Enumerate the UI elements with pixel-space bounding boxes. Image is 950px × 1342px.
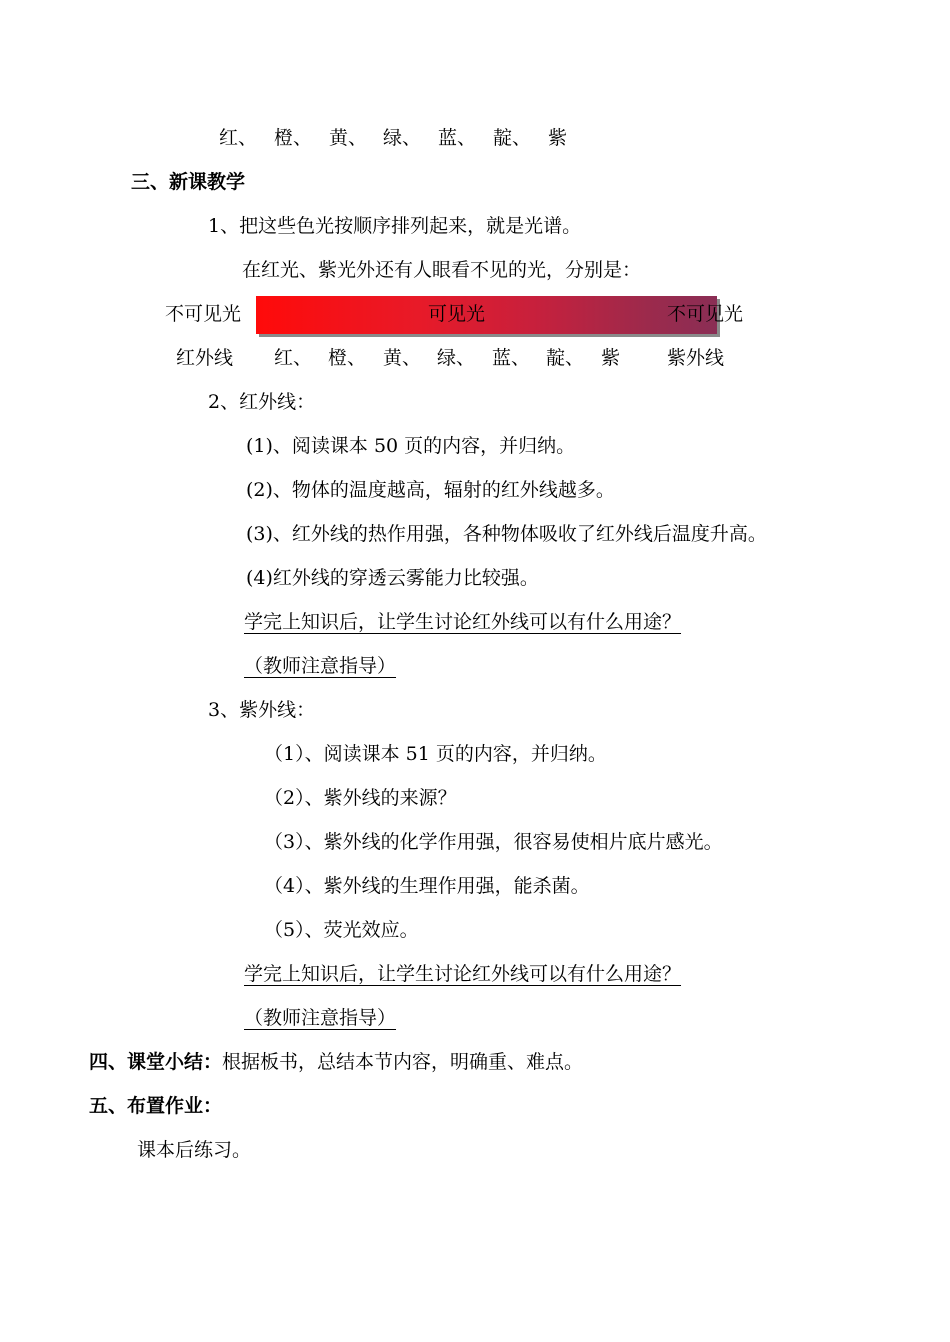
visible-light-label: 可见光: [428, 303, 486, 325]
color-word: 绿、: [383, 127, 422, 149]
infrared-point: (4)红外线的穿透云雾能力比较强。: [246, 567, 539, 589]
infrared-label: 红外线: [176, 347, 234, 369]
item2-title: 2、红外线：: [208, 391, 316, 413]
color-word: 蓝、: [438, 127, 477, 149]
ultraviolet-point: （3）、紫外线的化学作用强，很容易使相片底片感光。: [264, 831, 723, 853]
ultraviolet-label: 紫外线: [667, 347, 725, 369]
color-word: 靛、: [493, 127, 532, 149]
color-word: 橙、: [328, 347, 367, 369]
invisible-light-left-label: 不可见光: [165, 303, 242, 325]
visible-spectrum-bar: [256, 296, 717, 334]
spectrum-color-list: [274, 346, 620, 370]
color-word: 红、: [274, 347, 313, 369]
ultraviolet-point: （1）、阅读课本 51 页的内容，并归纳。: [264, 743, 607, 765]
item1-text: 1、把这些色光按顺序排列起来，就是光谱。: [208, 215, 582, 237]
ultraviolet-discussion: 学完上知识后，让学生讨论红外线可以有什么用途？: [244, 963, 682, 985]
color-word: 靛、: [546, 347, 585, 369]
top-color-list: [219, 126, 567, 150]
infrared-teacher-note: （教师注意指导）: [244, 655, 397, 677]
color-word: 黄、: [383, 347, 422, 369]
ultraviolet-point: （2）、紫外线的来源？: [264, 787, 457, 809]
color-word: 紫: [548, 127, 568, 149]
section4: [89, 1050, 583, 1074]
infrared-point: (3)、红外线的热作用强，各种物体吸收了红外线后温度升高。: [246, 523, 767, 545]
section4-text: 根据板书，总结本节内容，明确重、难点。: [222, 1051, 584, 1073]
infrared-point: (1)、阅读课本 50 页的内容，并归纳。: [246, 435, 576, 457]
item3-title: 3、紫外线：: [208, 699, 316, 721]
section3-heading: 三、新课教学: [131, 171, 246, 193]
color-word: 绿、: [437, 347, 476, 369]
color-word: 蓝、: [492, 347, 531, 369]
section4-heading: 四、课堂小结：: [89, 1051, 223, 1073]
infrared-point: (2)、物体的温度越高，辐射的红外线越多。: [246, 479, 615, 501]
ultraviolet-point: （5）、荧光效应。: [264, 919, 419, 941]
infrared-discussion: 学完上知识后，让学生讨论红外线可以有什么用途？: [244, 611, 682, 633]
ultraviolet-teacher-note: （教师注意指导）: [244, 1007, 397, 1029]
ultraviolet-point: （4）、紫外线的生理作用强，能杀菌。: [264, 875, 590, 897]
color-word: 紫: [601, 347, 621, 369]
section5-heading: 五、布置作业：: [89, 1095, 223, 1117]
section5-text: 课本后练习。: [137, 1139, 252, 1161]
invisible-light-right-label: 不可见光: [667, 303, 744, 325]
color-word: 橙、: [274, 127, 313, 149]
color-word: 黄、: [329, 127, 368, 149]
item1-subtext: 在红光、紫光外还有人眼看不见的光，分别是：: [242, 259, 642, 281]
color-word: 红、: [219, 127, 258, 149]
